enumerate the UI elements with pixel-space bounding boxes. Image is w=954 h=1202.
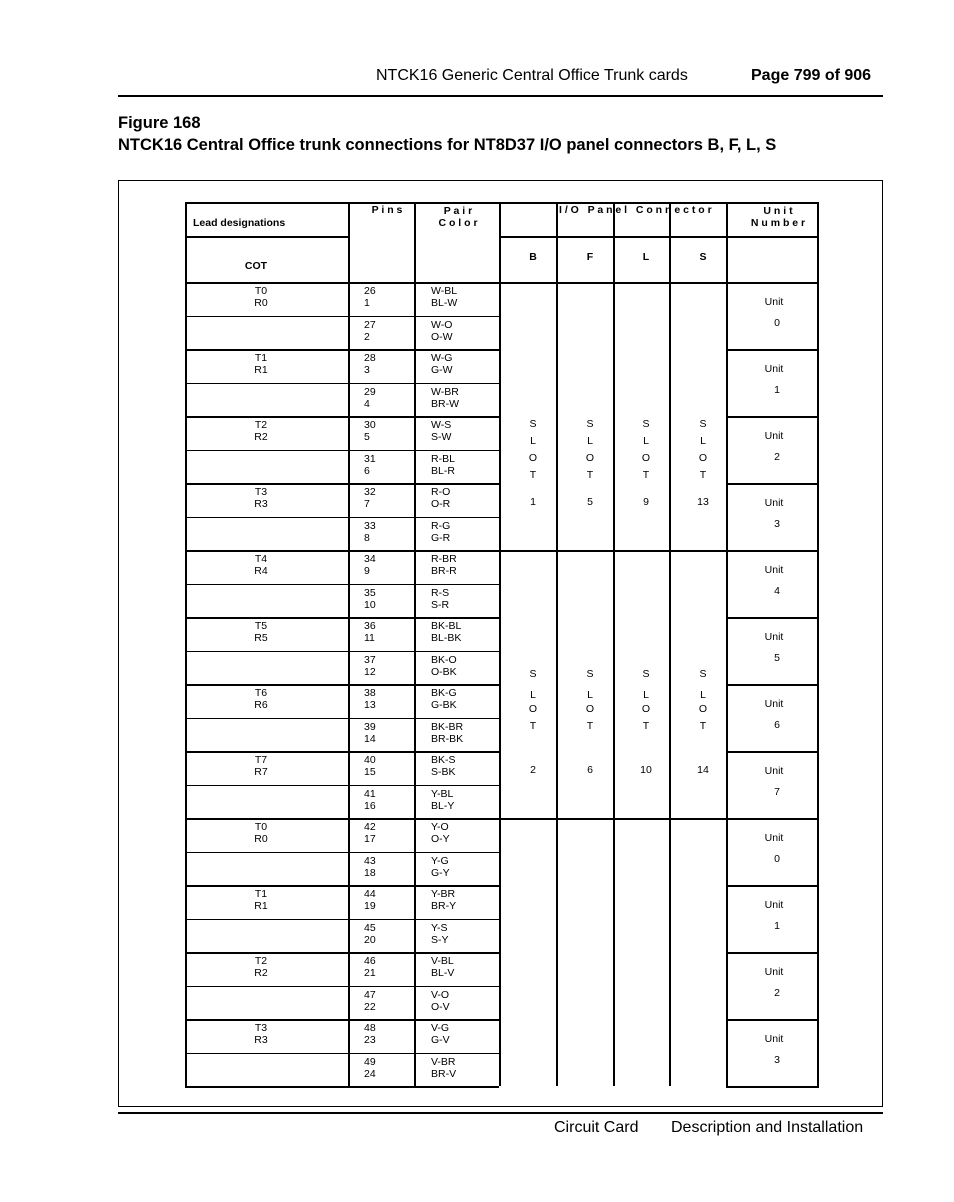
table-row-rule (185, 852, 499, 854)
slot-label-B: 1 (530, 496, 536, 508)
unit-rule (726, 684, 819, 686)
table-row-rule (185, 952, 499, 954)
table-row-rule (185, 383, 499, 385)
pair-color: V-BL (431, 955, 454, 967)
slot-label-S: O (698, 452, 708, 464)
pair-color: BL-BK (431, 632, 462, 644)
slot-label-B: T (529, 469, 537, 481)
slot-label-F: T (586, 469, 594, 481)
table-head-rule (499, 236, 819, 238)
lead-designation: T6 (254, 687, 268, 699)
pin-number: 12 (364, 665, 376, 678)
header-section-title: NTCK16 Generic Central Office Trunk cards (376, 67, 688, 84)
pair-color: S-R (431, 598, 450, 611)
slot-label-F: L (587, 689, 593, 701)
table-head-bottom-rule (185, 282, 819, 284)
pair-color: O-R (431, 498, 451, 510)
unit-label: Unit (764, 698, 784, 710)
lead-designation: T3 (254, 1022, 268, 1034)
slot-label-S: L (700, 689, 706, 701)
unit-label: Unit (764, 296, 784, 308)
lead-designation: T4 (254, 553, 268, 565)
unit-rule (726, 550, 819, 552)
table-row-rule (185, 584, 499, 586)
pin-number: 34 (364, 553, 376, 565)
pair-color: V-BR (431, 1055, 456, 1068)
unit-number: 4 (774, 585, 780, 597)
pin-number: 42 (364, 821, 376, 833)
pair-color: W-O (431, 318, 453, 331)
pin-number: 37 (364, 653, 376, 666)
unit-label: Unit (764, 564, 784, 576)
pair-color: V-O (431, 988, 450, 1001)
slot-label-L: 10 (640, 764, 652, 776)
slot-label-F: T (586, 720, 594, 732)
header-page-label: Page 799 of 906 (751, 67, 872, 84)
lead-designation: T0 (254, 285, 268, 297)
pair-color: W-G (431, 352, 453, 364)
lead-designation: T0 (254, 821, 268, 833)
slot-label-B: O (528, 452, 538, 464)
pin-number: 16 (364, 799, 376, 812)
table-row-rule (185, 1086, 499, 1088)
pin-number: 40 (364, 754, 376, 766)
slot-label-B: S (529, 668, 537, 680)
unit-number: 0 (774, 317, 780, 329)
unit-number: 2 (774, 451, 780, 463)
unit-rule (726, 1019, 819, 1021)
pin-number: 1 (364, 297, 370, 309)
pin-number: 4 (364, 397, 370, 410)
unit-label: Unit (764, 363, 784, 375)
lead-designation: T3 (254, 486, 268, 498)
pin-number: 14 (364, 732, 376, 745)
unit-number: 2 (774, 987, 780, 999)
slot-label-L: S (642, 668, 650, 680)
pair-color: Y-BL (431, 787, 454, 800)
lead-designation: R0 (254, 297, 268, 309)
pair-color: Y-O (431, 821, 449, 833)
lead-designation: T2 (254, 419, 268, 431)
lead-designation: R3 (254, 498, 268, 510)
pin-number: 15 (364, 766, 376, 778)
table-row-rule (185, 517, 499, 519)
pair-color: S-BK (431, 766, 456, 778)
unit-rule (726, 483, 819, 485)
slot-label-F: S (586, 418, 594, 430)
unit-number: 0 (774, 853, 780, 865)
header-pair-color-line2: C o l o r (438, 217, 478, 229)
pair-color: S-Y (431, 933, 449, 946)
slot-label-F: O (585, 452, 595, 464)
table-row-rule (185, 751, 499, 753)
pin-number: 30 (364, 419, 376, 431)
pin-number: 47 (364, 988, 376, 1001)
unit-label: Unit (764, 899, 784, 911)
pair-color: BK-O (431, 653, 457, 666)
footer-left: Circuit Card (554, 1119, 639, 1136)
figure-caption: NTCK16 Central Office trunk connections for NT8D37 I/O panel connectors B, F, L, S (118, 136, 777, 154)
slot-label-B: L (530, 689, 536, 701)
pair-color: W-BR (431, 385, 459, 398)
table-top-rule (185, 202, 819, 204)
pair-color: BR-W (431, 397, 459, 410)
pin-number: 38 (364, 687, 376, 699)
pin-number: 49 (364, 1055, 376, 1068)
slot-label-S: 14 (697, 764, 709, 776)
slot-label-F: S (586, 668, 594, 680)
lead-designation: R3 (254, 1034, 268, 1046)
pin-number: 41 (364, 787, 376, 800)
pin-number: 5 (364, 431, 370, 443)
unit-rule (726, 751, 819, 753)
unit-rule (726, 349, 819, 351)
slot-label-B: L (530, 435, 536, 447)
lead-designation: T7 (254, 754, 268, 766)
lead-designation: R2 (254, 431, 268, 443)
lead-designation: T5 (254, 620, 268, 632)
pair-color: BK-G (431, 687, 457, 699)
slot-label-L: O (641, 452, 651, 464)
slot-label-S: S (699, 418, 707, 430)
lead-designation: T2 (254, 955, 268, 967)
unit-number: 3 (774, 1054, 780, 1066)
slot-label-S: L (700, 435, 706, 447)
lead-designation: R7 (254, 766, 268, 778)
pin-number: 19 (364, 900, 376, 912)
pair-color: G-W (431, 364, 453, 376)
slot-label-B: T (529, 720, 537, 732)
pair-color: R-O (431, 486, 451, 498)
unit-rule (726, 617, 819, 619)
pin-number: 33 (364, 519, 376, 532)
pair-color: BR-Y (431, 900, 457, 912)
pin-number: 48 (364, 1022, 376, 1034)
pin-number: 21 (364, 967, 376, 979)
unit-label: Unit (764, 497, 784, 509)
lead-designation: R0 (254, 833, 268, 845)
pin-number: 31 (364, 452, 376, 465)
slot-label-L: L (643, 689, 649, 701)
table-col-rule (669, 202, 671, 1086)
pair-color: S-W (431, 431, 452, 443)
slot-label-L: L (643, 435, 649, 447)
unit-number: 6 (774, 719, 780, 731)
pair-color: R-S (431, 586, 450, 599)
slot-label-B: S (529, 418, 537, 430)
pin-number: 2 (364, 330, 370, 343)
pair-color: W-BL (431, 285, 458, 297)
pin-number: 35 (364, 586, 376, 599)
pin-number: 32 (364, 486, 376, 498)
table-row-rule (185, 550, 499, 552)
pin-number: 24 (364, 1067, 376, 1080)
slot-label-L: T (642, 720, 650, 732)
pair-color: BL-V (431, 967, 455, 979)
pin-number: 46 (364, 955, 376, 967)
pin-number: 27 (364, 318, 376, 331)
table-row-rule (185, 483, 499, 485)
table-row-rule (185, 316, 499, 318)
pair-color: G-V (431, 1034, 450, 1046)
unit-number: 1 (774, 920, 780, 932)
figure-number: Figure 168 (118, 114, 201, 132)
slot-label-S: 13 (697, 496, 709, 508)
pair-color: R-BL (431, 452, 455, 465)
footer-rule (118, 1112, 883, 1114)
pair-color: O-BK (431, 665, 457, 678)
table-row-rule (185, 718, 499, 720)
slot-label-L: O (641, 703, 651, 715)
header-pair-color-line1: P a i r (443, 205, 473, 217)
pair-color: R-BR (431, 553, 457, 565)
unit-rule (726, 1086, 819, 1088)
slot-label-S: T (699, 720, 707, 732)
pair-color: BR-R (431, 565, 457, 577)
lead-designation: T1 (254, 352, 268, 364)
table-row-rule (185, 1019, 499, 1021)
slot-label-B: 2 (530, 764, 536, 776)
pair-color: Y-BR (431, 888, 456, 900)
unit-label: Unit (764, 765, 784, 777)
slot-label-S: O (698, 703, 708, 715)
unit-number: 5 (774, 652, 780, 664)
header-connector-L: L (642, 251, 650, 263)
pin-number: 20 (364, 933, 376, 946)
slot-label-F: L (587, 435, 593, 447)
lead-designation: R5 (254, 632, 268, 644)
pin-number: 10 (364, 598, 376, 611)
lead-designation: R4 (254, 565, 268, 577)
unit-number: 7 (774, 786, 780, 798)
pair-color: Y-S (431, 921, 448, 934)
lead-designation: R1 (254, 900, 268, 912)
table-row-rule (185, 986, 499, 988)
pair-color: G-R (431, 531, 451, 544)
lead-designation: R1 (254, 364, 268, 376)
pin-number: 23 (364, 1034, 376, 1046)
unit-label: Unit (764, 1033, 784, 1045)
pin-number: 6 (364, 464, 370, 477)
slot-block-rule (499, 550, 726, 552)
table-row-rule (185, 1053, 499, 1055)
header-pins: P i n s (371, 204, 403, 216)
table-col-rule (556, 202, 558, 1086)
pin-number: 28 (364, 352, 376, 364)
pin-number: 26 (364, 285, 376, 297)
pin-number: 22 (364, 1000, 376, 1013)
pair-color: O-V (431, 1000, 450, 1013)
table-row-rule (185, 450, 499, 452)
slot-label-L: S (642, 418, 650, 430)
pair-color: G-Y (431, 866, 450, 879)
pair-color: BK-BL (431, 620, 462, 632)
table-row-rule (185, 617, 499, 619)
header-lead-designations: Lead designations (193, 217, 286, 229)
slot-label-L: 9 (643, 496, 649, 508)
pair-color: O-Y (431, 833, 450, 845)
table-row-rule (185, 684, 499, 686)
pair-color: BK-S (431, 754, 456, 766)
pin-number: 44 (364, 888, 376, 900)
pin-number: 43 (364, 854, 376, 867)
unit-rule (726, 885, 819, 887)
slot-label-F: O (585, 703, 595, 715)
unit-label: Unit (764, 430, 784, 442)
table-col-rule (499, 202, 501, 1086)
unit-number: 1 (774, 384, 780, 396)
pin-number: 8 (364, 531, 370, 544)
header-cot: COT (244, 260, 268, 272)
slot-label-S: T (699, 469, 707, 481)
slot-label-F: 5 (587, 496, 593, 508)
pin-number: 36 (364, 620, 376, 632)
unit-label: Unit (764, 832, 784, 844)
pair-color: BR-V (431, 1067, 457, 1080)
slot-block-rule (499, 818, 726, 820)
table-row-rule (185, 651, 499, 653)
slot-label-L: T (642, 469, 650, 481)
pin-number: 29 (364, 385, 376, 398)
header-unit-number-line2: N u m b e r (750, 217, 806, 229)
pair-color: BR-BK (431, 732, 464, 745)
slot-label-S: S (699, 668, 707, 680)
pin-number: 39 (364, 720, 376, 733)
header-connector-B: B (529, 251, 537, 263)
pair-color: BL-W (431, 297, 458, 309)
pair-color: G-BK (431, 699, 457, 711)
pair-color: BL-Y (431, 799, 455, 812)
lead-designation: R6 (254, 699, 268, 711)
pin-number: 18 (364, 866, 376, 879)
header-unit-number-line1: U n i t (763, 205, 793, 217)
header-io-panel-connector: I / O P a n e l C o n n e c t o r (559, 204, 712, 216)
pin-number: 9 (364, 565, 370, 577)
pair-color: R-G (431, 519, 451, 532)
pin-number: 17 (364, 833, 376, 845)
pin-number: 45 (364, 921, 376, 934)
unit-label: Unit (764, 631, 784, 643)
table-col-rule (613, 202, 615, 1086)
footer-right: Description and Installation (671, 1119, 864, 1136)
pair-color: BK-BR (431, 720, 464, 733)
pair-color: O-W (431, 330, 453, 343)
unit-rule (726, 818, 819, 820)
table-row-rule (185, 416, 499, 418)
table-row-rule (185, 885, 499, 887)
unit-label: Unit (764, 966, 784, 978)
pair-color: W-S (431, 419, 452, 431)
pin-number: 7 (364, 498, 370, 510)
pair-color: BL-R (431, 464, 455, 477)
pin-number: 11 (364, 632, 375, 644)
lead-designation: R2 (254, 967, 268, 979)
table-row-rule (185, 349, 499, 351)
table-head-rule (185, 236, 348, 238)
header-connector-S: S (699, 251, 707, 263)
pin-number: 13 (364, 699, 376, 711)
pin-number: 3 (364, 364, 370, 376)
table-row-rule (185, 785, 499, 787)
pair-color: Y-G (431, 854, 449, 867)
slot-label-B: O (528, 703, 538, 715)
table-row-rule (185, 818, 499, 820)
header-connector-F: F (586, 251, 594, 263)
unit-rule (726, 952, 819, 954)
lead-designation: T1 (254, 888, 268, 900)
pair-color: V-G (431, 1022, 450, 1034)
unit-number: 3 (774, 518, 780, 530)
slot-label-F: 6 (587, 764, 593, 776)
table-row-rule (185, 919, 499, 921)
